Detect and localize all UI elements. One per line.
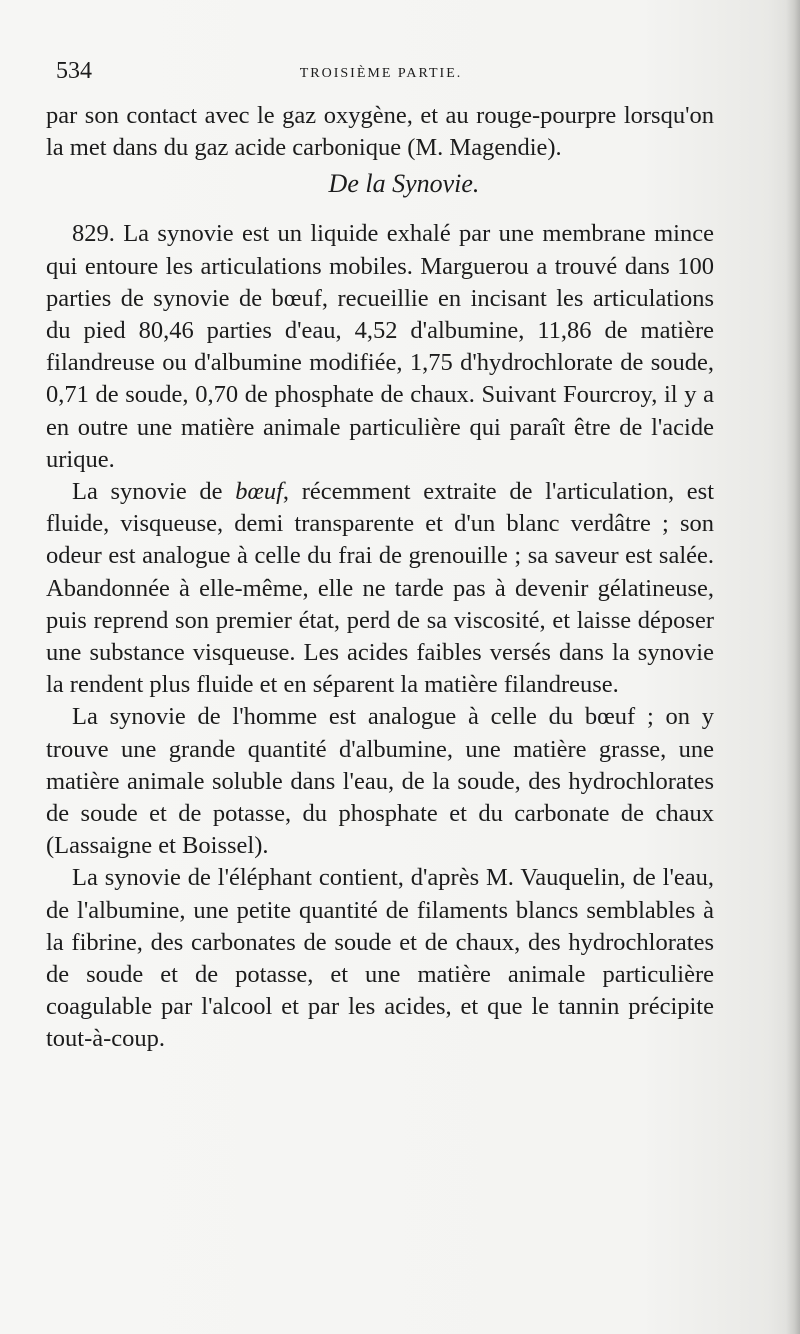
paragraph-829: 829. La synovie est un liquide exhalé par une membrane mince qui entoure les articulations mobiles. Marguerou a trouvé dans 100 parties de synovie de bœuf, recueillie en incisant les articulations du pied 80,46 parties d'eau, 4,52 d'albumine, 11,86 de matière filandreuse ou d'albumine modifiée, 1,75 d'hydrochlorate de soude, 0,71 de soude, 0,70 de phosphate de chaux. Suivant Fourcroy, il y a en outre une matière animale particulière qui paraît être de l'acide urique. [46, 220, 714, 473]
paragraph-synovie-boeuf [46, 476, 714, 701]
page-number: 534 [56, 58, 92, 84]
continuation-paragraph: par son contact avec le gaz oxygène, et au rouge-pourpre lorsqu'on la met dans du gaz acide carbonique (M. Magendie). [46, 102, 714, 162]
running-head: TROISIÈME PARTIE. [299, 66, 463, 81]
paragraph-synovie-elephant: La synovie de l'éléphant contient, d'après M. Vauquelin, de l'eau, de l'albumine, une petite quantité de filaments blancs semblables à la fibrine, des carbonates de soude et de chaux, des hydrochlorates de soude et de potasse, et une matière animale particulière coagulable par l'alcool et par les acides, et que le tannin précipite tout-à-coup. [46, 864, 714, 1053]
page-header [56, 58, 706, 88]
paragraph-synovie-homme: La synovie de l'homme est analogue à celle du bœuf ; on y trouve une grande quantité d'albumine, une matière grasse, une matière animale soluble dans l'eau, de la soude, des hydrochlorates de soude et de potasse, du phosphate et du carbonate de chaux (Lassaigne et Boissel). [46, 703, 714, 860]
paragraph-text: , récemment extraite de l'articulation, est fluide, visqueuse, demi transparente et d'un blanc verdâtre ; son odeur est analogue à celle du frai de grenouille ; sa saveur est salée. Abandonnée à elle-même, elle ne tarde pas à devenir gélatineuse, puis reprend son premier état, perd de sa viscosité, et laisse déposer une substance visqueuse. Les acides faibles versés dans la synovie la rendent plus fluide et en séparent la matière filandreuse. [46, 478, 714, 699]
body-text [46, 100, 714, 1056]
paragraph-text: La synovie de [72, 478, 236, 506]
page-edge-shadow [786, 0, 800, 1334]
section-title: De la Synovie. [328, 169, 480, 199]
italic-term: bœuf [235, 478, 283, 506]
